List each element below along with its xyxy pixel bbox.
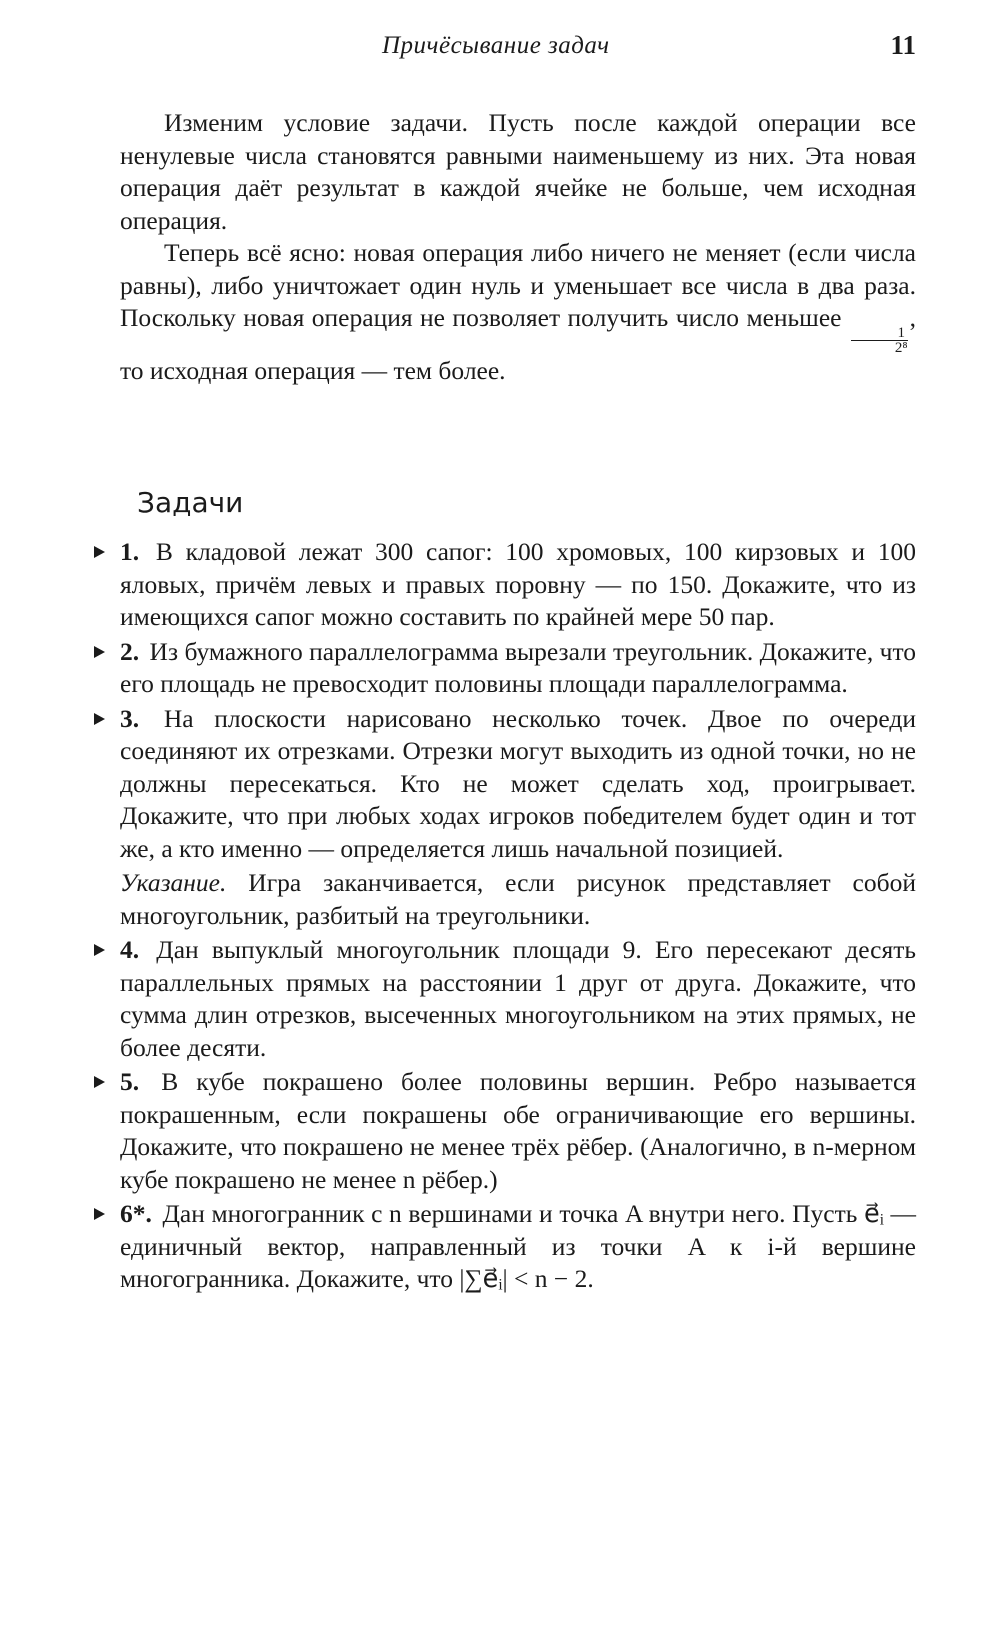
problem-body [120, 636, 916, 701]
running-header [120, 30, 916, 64]
problem-number: 4. [120, 935, 140, 964]
problem-text: В кубе покрашено более половины вершин. Ребро называется покрашенным, если покрашены обе ограничивающие его вершины. Докажите, что покрашено не менее трёх рёбер. (Аналогично, в n-мерном кубе покрашено не менее n рёбер.) [120, 1067, 916, 1194]
hint-text: Игра заканчивается, если рисунок представляет собой многоугольник, разбитый на треугольники. [120, 868, 916, 930]
intro-paragraph-2 [120, 237, 916, 388]
page-number: 11 [890, 30, 916, 60]
fraction-one-over-two-pow-eight [851, 326, 908, 355]
triangle-marker-icon [94, 713, 105, 725]
problem-body [120, 1066, 916, 1196]
triangle-marker-icon [94, 646, 105, 658]
intro-paragraph-1: Изменим условие задачи. Пусть после каждой операции все ненулевые числа становятся равными наименьшему из них. Эта новая операция даёт результат в каждой ячейке не больше, чем исходная операция. [120, 108, 916, 235]
hint-label: Указание. [120, 868, 227, 897]
triangle-marker-icon [94, 1076, 105, 1088]
problem-text: На плоскости нарисовано несколько точек. Двое по очереди соединяют их отрезками. Отрезки могут выходить из одной точки, но не должны пересекаться. Кто не может сделать ход, проигрывает. Докажите, что при любых ходах игроков победителем будет один и тот же, а кто именно — определяется лишь начальной позицией. [120, 703, 917, 863]
running-title: Причёсывание задач [382, 32, 610, 59]
intro-text [120, 107, 916, 388]
problem-text: Дан выпуклый многоугольник площади 9. Его пересекают десять параллельных прямых на расстоянии 1 друг от друга. Докажите, что сумма длин отрезков, высеченных многоугольником на этих прямых, не более десяти. [120, 935, 916, 1062]
problem-body [120, 934, 916, 1064]
problem-1 [90, 536, 916, 634]
problem-3 [90, 703, 916, 933]
intro-paragraph-2-end: , то исходная операция — тем более. [120, 303, 916, 385]
problem-2 [90, 636, 916, 701]
problem-body [120, 703, 916, 866]
problem-number: 5. [120, 1067, 140, 1096]
problem-number: 2. [120, 636, 140, 666]
triangle-marker-icon [94, 546, 105, 558]
section-heading: Задачи [137, 486, 244, 520]
problem-number: 6*. [120, 1199, 152, 1228]
problem-text: В кладовой лежат 300 сапог: 100 хромовых, 100 кирзовых и 100 яловых, причём левых и правых поровну — по 150. Докажите, что из имеющихся сапог можно составить по крайней мере 50 пар. [120, 537, 917, 631]
problem-number: 3. [120, 703, 140, 733]
problem-body [120, 1198, 916, 1296]
problem-6 [90, 1198, 916, 1296]
problem-list [90, 536, 916, 1298]
problem-5 [90, 1066, 916, 1196]
problem-4 [90, 934, 916, 1064]
triangle-marker-icon [94, 1208, 105, 1220]
problem-text: Дан многогранник с n вершинами и точка A внутри него. Пусть e⃗ᵢ — единичный вектор, направленный из точки A к i-й вершине многогранника. Докажите, что |∑e⃗ᵢ| < n − 2. [120, 1199, 916, 1293]
problem-hint [120, 867, 916, 932]
problem-number: 1. [120, 537, 140, 566]
fraction-numerator: 1 [851, 326, 908, 341]
problem-body [120, 536, 916, 634]
intro-paragraph-2-start: Теперь всё ясно: новая операция либо ничего не меняет (если числа равны), либо уничтожает один нуль и уменьшает все числа в два раза. Поскольку новая операция не позволяет получить число меньшее [120, 238, 916, 332]
problem-text: Из бумажного параллелограмма вырезали треугольник. Докажите, что его площадь не превосходит половины площади параллелограмма. [120, 636, 917, 698]
triangle-marker-icon [94, 944, 105, 956]
fraction-denominator: 2⁸ [894, 340, 908, 356]
